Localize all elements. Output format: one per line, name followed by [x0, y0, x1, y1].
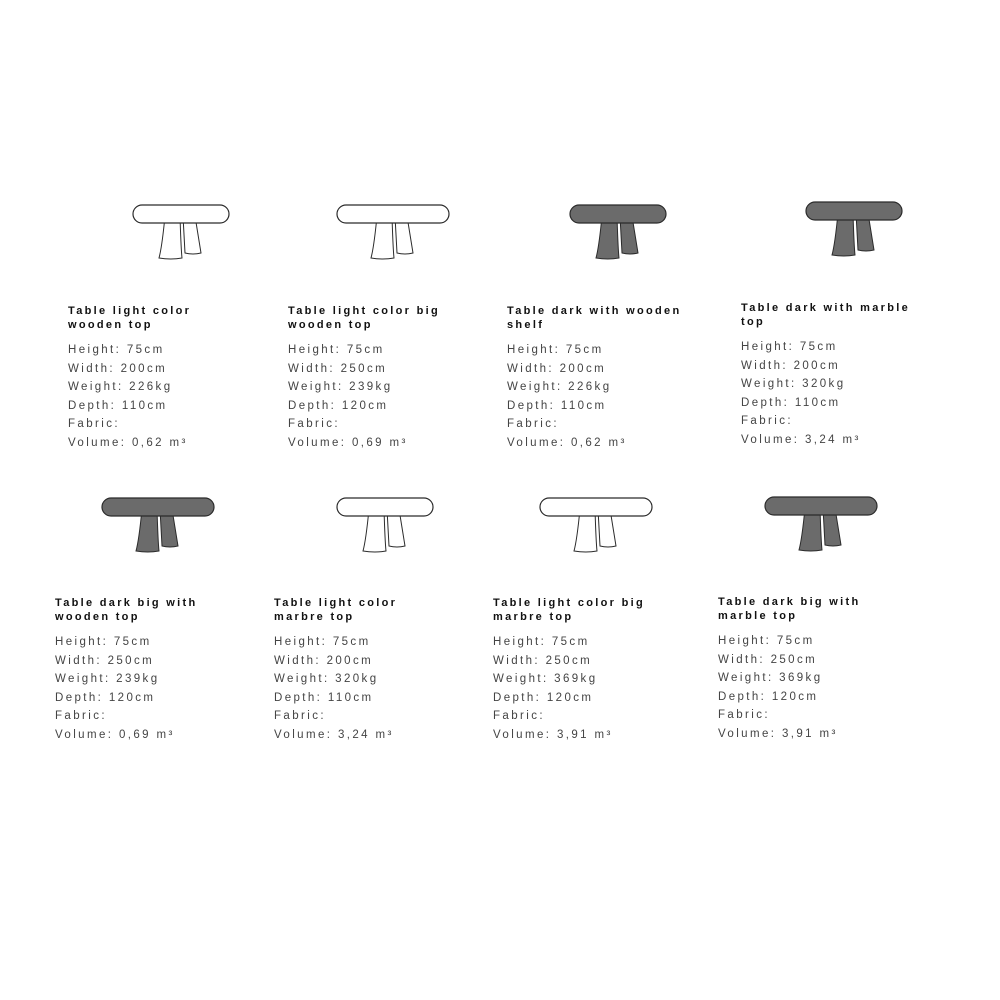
spec-depth: Depth: 110cm	[68, 399, 168, 412]
product-title: Table dark big with marble top	[718, 596, 861, 622]
spec-depth: Depth: 120cm	[288, 399, 389, 412]
spec-volume: Volume: 3,91 m³	[493, 728, 613, 741]
spec-list	[55, 633, 175, 744]
spec-fabric: Fabric:	[68, 418, 120, 430]
product-title: Table light color marbre top	[274, 597, 398, 623]
table-drawing	[116, 195, 246, 265]
spec-depth: Depth: 110cm	[274, 691, 374, 704]
product-title: Table dark with wooden shelf	[507, 305, 682, 331]
spec-weight: Weight: 226kg	[507, 381, 612, 393]
table-drawing	[328, 195, 458, 265]
spec-width: Width: 200cm	[274, 654, 374, 667]
product-title: Table light color big wooden top	[288, 305, 440, 331]
table-top	[570, 205, 666, 223]
spec-height: Height: 75cm	[507, 344, 604, 356]
table-illustration	[756, 487, 886, 557]
spec-weight: Weight: 320kg	[741, 378, 846, 390]
table-top	[806, 202, 902, 220]
table-illustration	[116, 195, 246, 265]
spec-width: Width: 250cm	[288, 362, 388, 375]
spec-list	[741, 338, 861, 449]
table-top	[337, 205, 449, 223]
table-drawing	[93, 488, 223, 558]
table-top	[102, 498, 214, 516]
spec-fabric: Fabric:	[741, 415, 793, 427]
table-drawing	[320, 488, 450, 558]
spec-volume: Volume: 0,62 m³	[507, 436, 627, 449]
product-title: Table dark with marble top	[741, 302, 910, 328]
spec-width: Width: 200cm	[507, 362, 607, 375]
spec-list	[274, 633, 394, 744]
product-title: Table light color wooden top	[68, 305, 192, 331]
spec-depth: Depth: 120cm	[718, 690, 819, 703]
spec-width: Width: 250cm	[55, 654, 155, 667]
spec-width: Width: 200cm	[741, 359, 841, 372]
spec-weight: Weight: 239kg	[288, 381, 393, 393]
table-drawing	[553, 195, 683, 265]
spec-list	[718, 632, 838, 743]
spec-fabric: Fabric:	[718, 709, 770, 721]
table-top	[540, 498, 652, 516]
spec-height: Height: 75cm	[493, 636, 590, 648]
product-title: Table dark big with wooden top	[55, 597, 198, 623]
spec-weight: Weight: 320kg	[274, 673, 379, 685]
spec-height: Height: 75cm	[274, 636, 371, 648]
table-top	[337, 498, 433, 516]
table-drawing	[789, 192, 919, 262]
spec-height: Height: 75cm	[288, 344, 385, 356]
spec-fabric: Fabric:	[274, 710, 326, 722]
spec-list	[288, 341, 408, 452]
spec-volume: Volume: 0,69 m³	[55, 728, 175, 741]
spec-volume: Volume: 3,24 m³	[274, 728, 394, 741]
spec-height: Height: 75cm	[55, 636, 152, 648]
table-illustration	[320, 488, 450, 558]
spec-volume: Volume: 3,24 m³	[741, 433, 861, 446]
table-illustration	[531, 488, 661, 558]
table-drawing	[756, 487, 886, 557]
spec-depth: Depth: 110cm	[741, 396, 841, 409]
spec-volume: Volume: 0,69 m³	[288, 436, 408, 449]
product-title: Table light color big marbre top	[493, 597, 645, 623]
spec-fabric: Fabric:	[55, 710, 107, 722]
table-illustration	[93, 488, 223, 558]
spec-weight: Weight: 226kg	[68, 381, 173, 393]
spec-list	[507, 341, 627, 452]
spec-weight: Weight: 369kg	[493, 673, 598, 685]
table-drawing	[531, 488, 661, 558]
spec-fabric: Fabric:	[493, 710, 545, 722]
spec-width: Width: 250cm	[718, 653, 818, 666]
spec-volume: Volume: 3,91 m³	[718, 727, 838, 740]
table-top	[765, 497, 877, 515]
spec-width: Width: 200cm	[68, 362, 168, 375]
spec-fabric: Fabric:	[507, 418, 559, 430]
table-illustration	[328, 195, 458, 265]
table-illustration	[553, 195, 683, 265]
spec-depth: Depth: 110cm	[507, 399, 607, 412]
table-top	[133, 205, 229, 223]
spec-height: Height: 75cm	[741, 341, 838, 353]
spec-fabric: Fabric:	[288, 418, 340, 430]
spec-depth: Depth: 120cm	[493, 691, 594, 704]
spec-width: Width: 250cm	[493, 654, 593, 667]
spec-weight: Weight: 369kg	[718, 672, 823, 684]
spec-height: Height: 75cm	[718, 635, 815, 647]
spec-height: Height: 75cm	[68, 344, 165, 356]
spec-list	[493, 633, 613, 744]
spec-volume: Volume: 0,62 m³	[68, 436, 188, 449]
spec-depth: Depth: 120cm	[55, 691, 156, 704]
spec-weight: Weight: 239kg	[55, 673, 160, 685]
spec-list	[68, 341, 188, 452]
table-illustration	[789, 192, 919, 262]
